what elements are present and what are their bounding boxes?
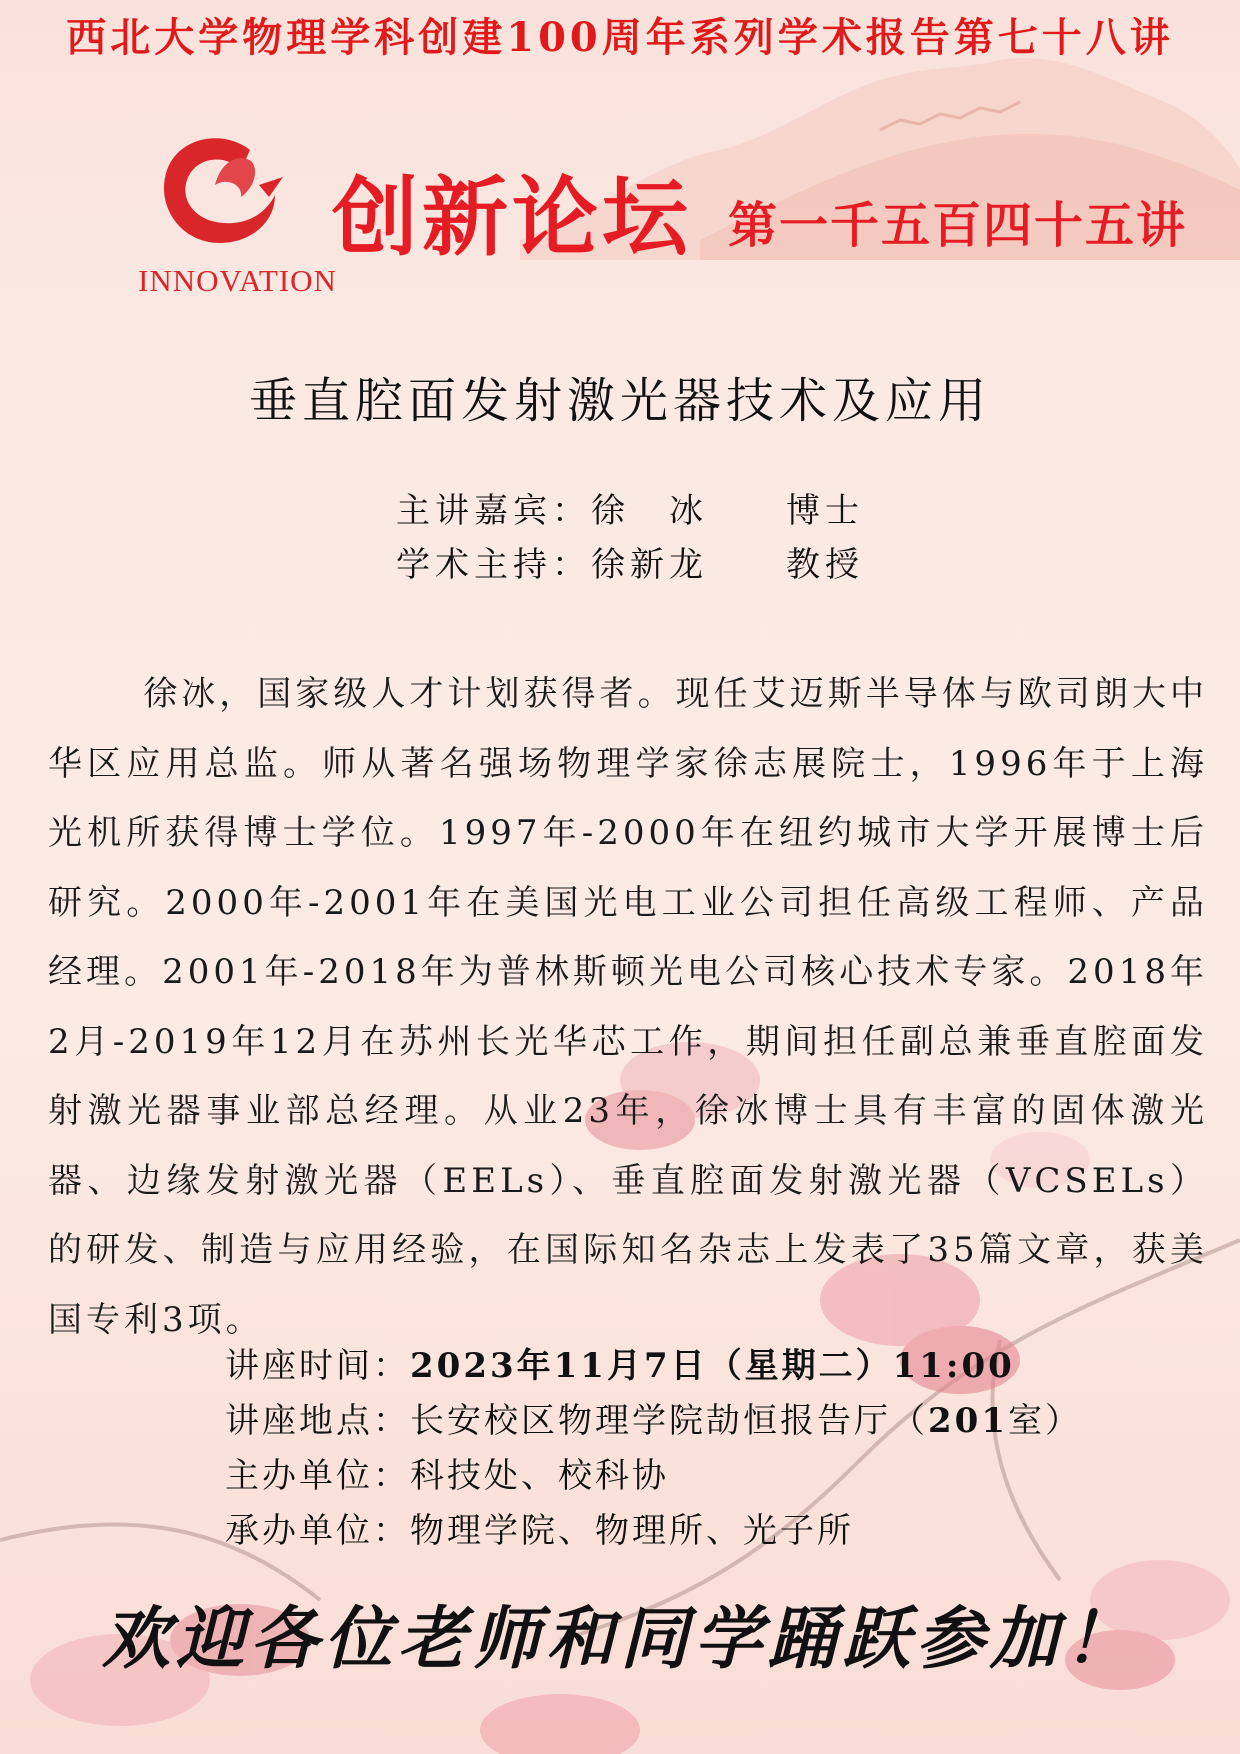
welcome-message: 欢迎各位老师和同学踊跃参加！ <box>101 1599 1138 1679</box>
lecture-time <box>225 1338 1015 1387</box>
time-label: 讲座时间： <box>225 1346 410 1386</box>
host-unit-value: 物理学院、物理所、光子所 <box>410 1511 854 1551</box>
place-value-suffix: 室） <box>1007 1401 1082 1441</box>
speaker-line <box>396 483 864 532</box>
time-value: 2023年11月7日（星期二）11:00 <box>410 1346 1015 1386</box>
organizer <box>225 1448 669 1497</box>
speaker-bio: 徐冰，国家级人才计划获得者。现任艾迈斯半导体与欧司朗大中华区应用总监。师从著名强场物理学家徐志展院士，1996年于上海光机所获得博士学位。1997年-2000年在纽约城市大学开展博士后研究。2000年-2001年在美国光电工业公司担任高级工程师、产品经理。2001年-2018年为普林斯顿光电公司核心技术专家。2018年2月-2019年12月在苏州长光华芯工作，期间担任副总兼垂直腔面发射激光器事业部总经理。从业23年，徐冰博士具有丰富的固体激光器、边缘发射激光器（EELs）、垂直腔面发射激光器（VCSELs）的研发、制造与应用经验，在国际知名杂志上发表了35篇文章，获美国专利3项。 <box>48 674 1208 1340</box>
talk-title: 垂直腔面发射激光器技术及应用 <box>248 373 991 429</box>
speaker-title: 博士 <box>786 491 864 531</box>
host-title: 教授 <box>786 545 864 585</box>
speaker-label: 主讲嘉宾： <box>396 491 591 531</box>
innovation-logo <box>125 125 350 300</box>
place-value-prefix: 长安校区物理学院劼恒报告厅（ <box>410 1401 928 1441</box>
organizer-label: 主办单位： <box>225 1456 410 1496</box>
place-room: 201 <box>928 1401 1008 1441</box>
forum-title: 创新论坛 <box>332 168 692 268</box>
host-line <box>396 537 864 586</box>
host-unit <box>225 1503 854 1552</box>
speaker-name: 徐 冰 <box>591 491 708 531</box>
host-label: 学术主持： <box>396 545 591 585</box>
host-unit-label: 承办单位： <box>225 1511 410 1551</box>
organizer-value: 科技处、校科协 <box>410 1456 669 1496</box>
host-name: 徐新龙 <box>591 545 708 585</box>
place-label: 讲座地点： <box>225 1401 410 1441</box>
lecture-place <box>225 1393 1082 1442</box>
series-header: 西北大学物理学科创建100周年系列学术报告第七十八讲 <box>66 14 1174 61</box>
logo-text: INNOVATION <box>138 263 337 298</box>
innovation-swirl-icon <box>155 125 285 260</box>
lecture-number: 第一千五百四十五讲 <box>728 197 1188 254</box>
